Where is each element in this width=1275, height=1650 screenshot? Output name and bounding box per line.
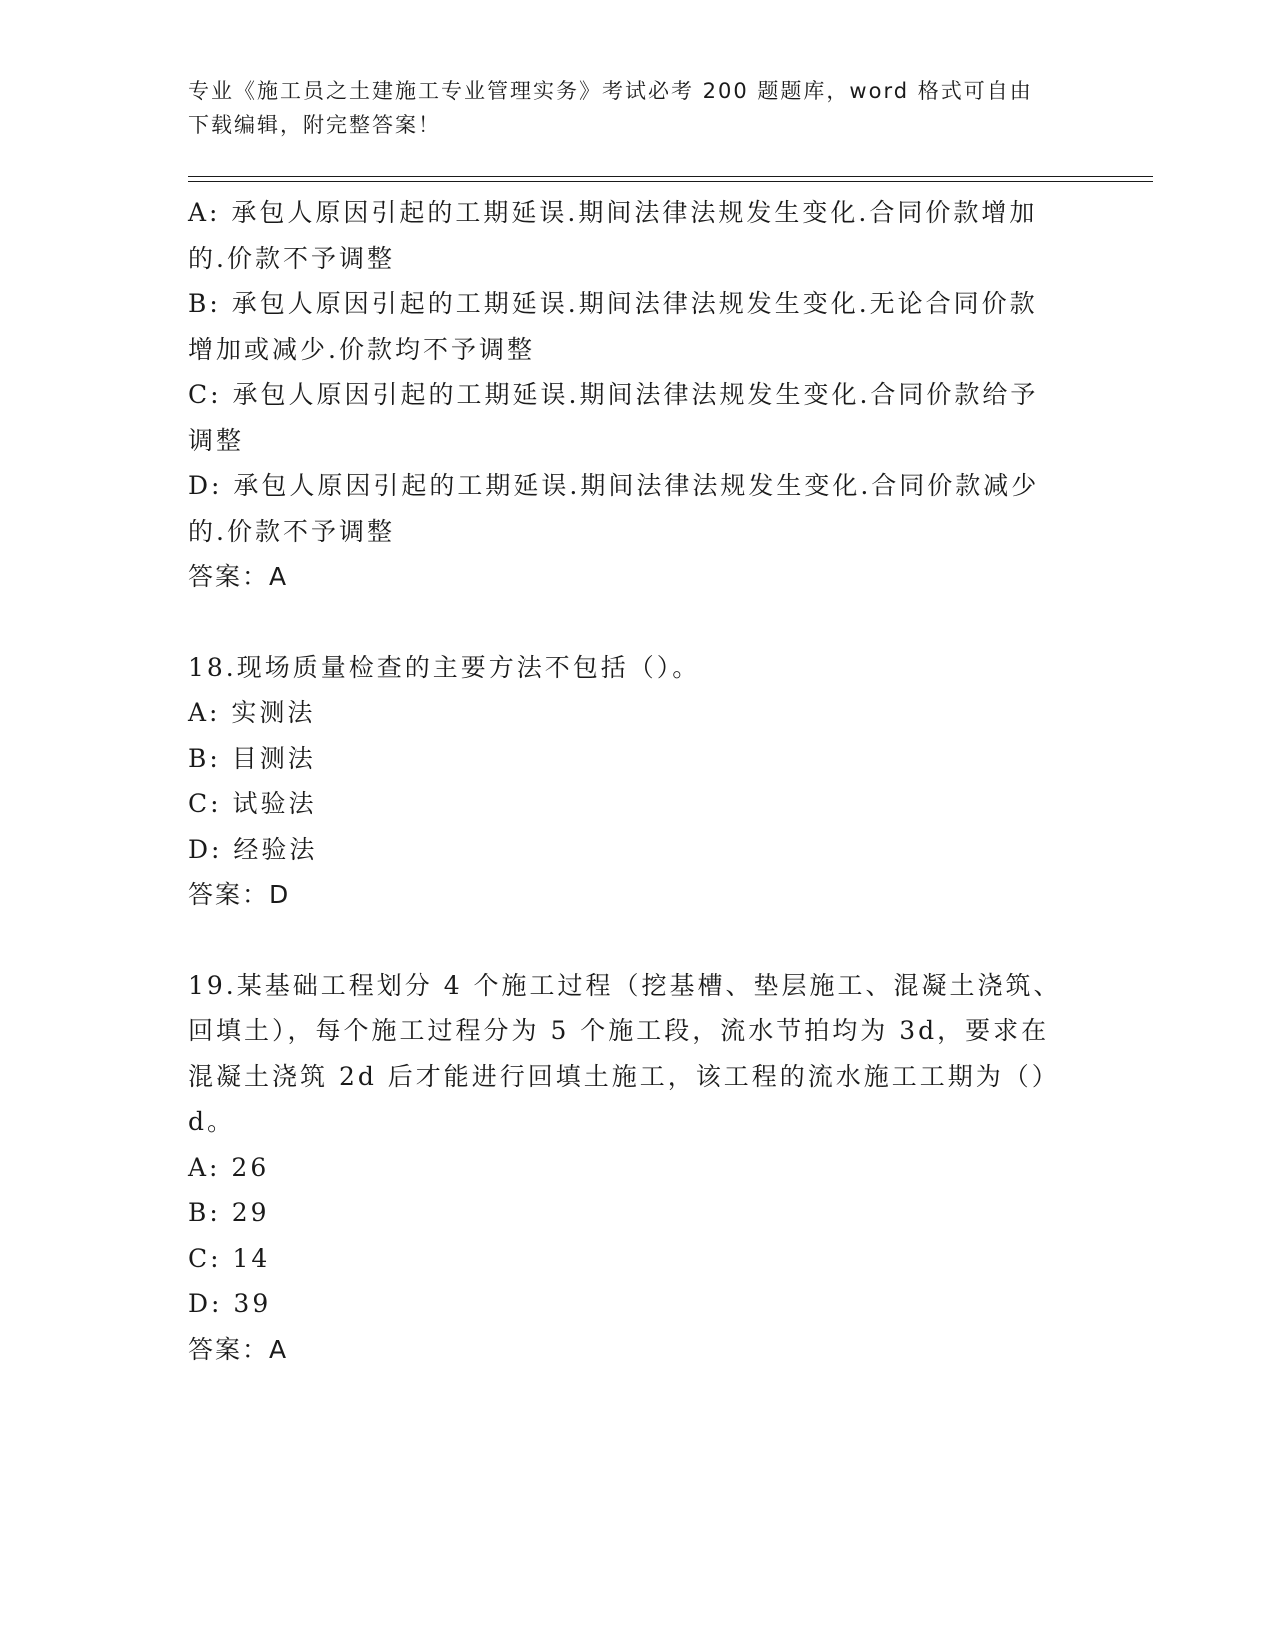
q19-option-a: A: 26 <box>188 1152 270 1182</box>
q17-option-d-line-2: 的.价款不予调整 <box>188 516 395 546</box>
q18-option-b: B: 目测法 <box>188 743 316 773</box>
q18-question: 18.现场质量检查的主要方法不包括（）。 <box>188 652 701 682</box>
q17-option-a-line-2: 的.价款不予调整 <box>188 243 395 273</box>
header-line-1: 专业《施工员之土建施工专业管理实务》考试必考 200 题题库，word 格式可自由 <box>188 79 1033 103</box>
header-rule-bottom <box>188 181 1153 182</box>
q18-option-d: D: 经验法 <box>188 834 318 864</box>
document-header <box>188 74 1088 142</box>
q19-option-c: C: 14 <box>188 1243 271 1273</box>
q19-answer: 答案：A <box>188 1334 289 1364</box>
question-17-block <box>188 190 1088 600</box>
q19-question-line-1: 19.某基础工程划分 4 个施工过程（挖基槽、垫层施工、混凝土浇筑、 <box>188 970 1062 1000</box>
q18-option-a: A: 实测法 <box>188 698 316 727</box>
q19-question-line-3: 混凝土浇筑 2d 后才能进行回填土施工，该工程的流水施工工期为（） <box>188 1061 1060 1091</box>
q19-option-b: B: 29 <box>188 1198 270 1227</box>
q19-question-line-4: d。 <box>188 1107 236 1136</box>
q18-answer: 答案：D <box>188 880 291 909</box>
question-18-block <box>188 645 1088 918</box>
q17-option-a-line-1: A: 承包人原因引起的工期延误.期间法律法规发生变化.合同价款增加 <box>188 198 1038 227</box>
q17-option-d-line-1: D: 承包人原因引起的工期延误.期间法律法规发生变化.合同价款减少 <box>188 471 1040 500</box>
header-line-2: 下载编辑，附完整答案！ <box>188 113 441 137</box>
document-body <box>188 190 1088 1372</box>
q19-question-line-2: 回填土），每个施工过程分为 5 个施工段，流水节拍均为 3d，要求在 <box>188 1016 1050 1045</box>
q17-option-b-line-1: B: 承包人原因引起的工期延误.期间法律法规发生变化.无论合同价款 <box>188 289 1038 318</box>
spacer <box>188 918 1088 963</box>
question-19-block <box>188 963 1088 1373</box>
q19-option-d: D: 39 <box>188 1289 272 1318</box>
q18-option-c: C: 试验法 <box>188 789 317 818</box>
q17-option-c-line-2: 调整 <box>188 425 245 455</box>
q17-option-c-line-1: C: 承包人原因引起的工期延误.期间法律法规发生变化.合同价款给予 <box>188 380 1039 409</box>
q17-option-b-line-2: 增加或减少.价款均不予调整 <box>188 334 535 364</box>
spacer <box>188 600 1088 645</box>
q17-answer: 答案：A <box>188 562 289 591</box>
header-rule-top <box>188 176 1153 177</box>
